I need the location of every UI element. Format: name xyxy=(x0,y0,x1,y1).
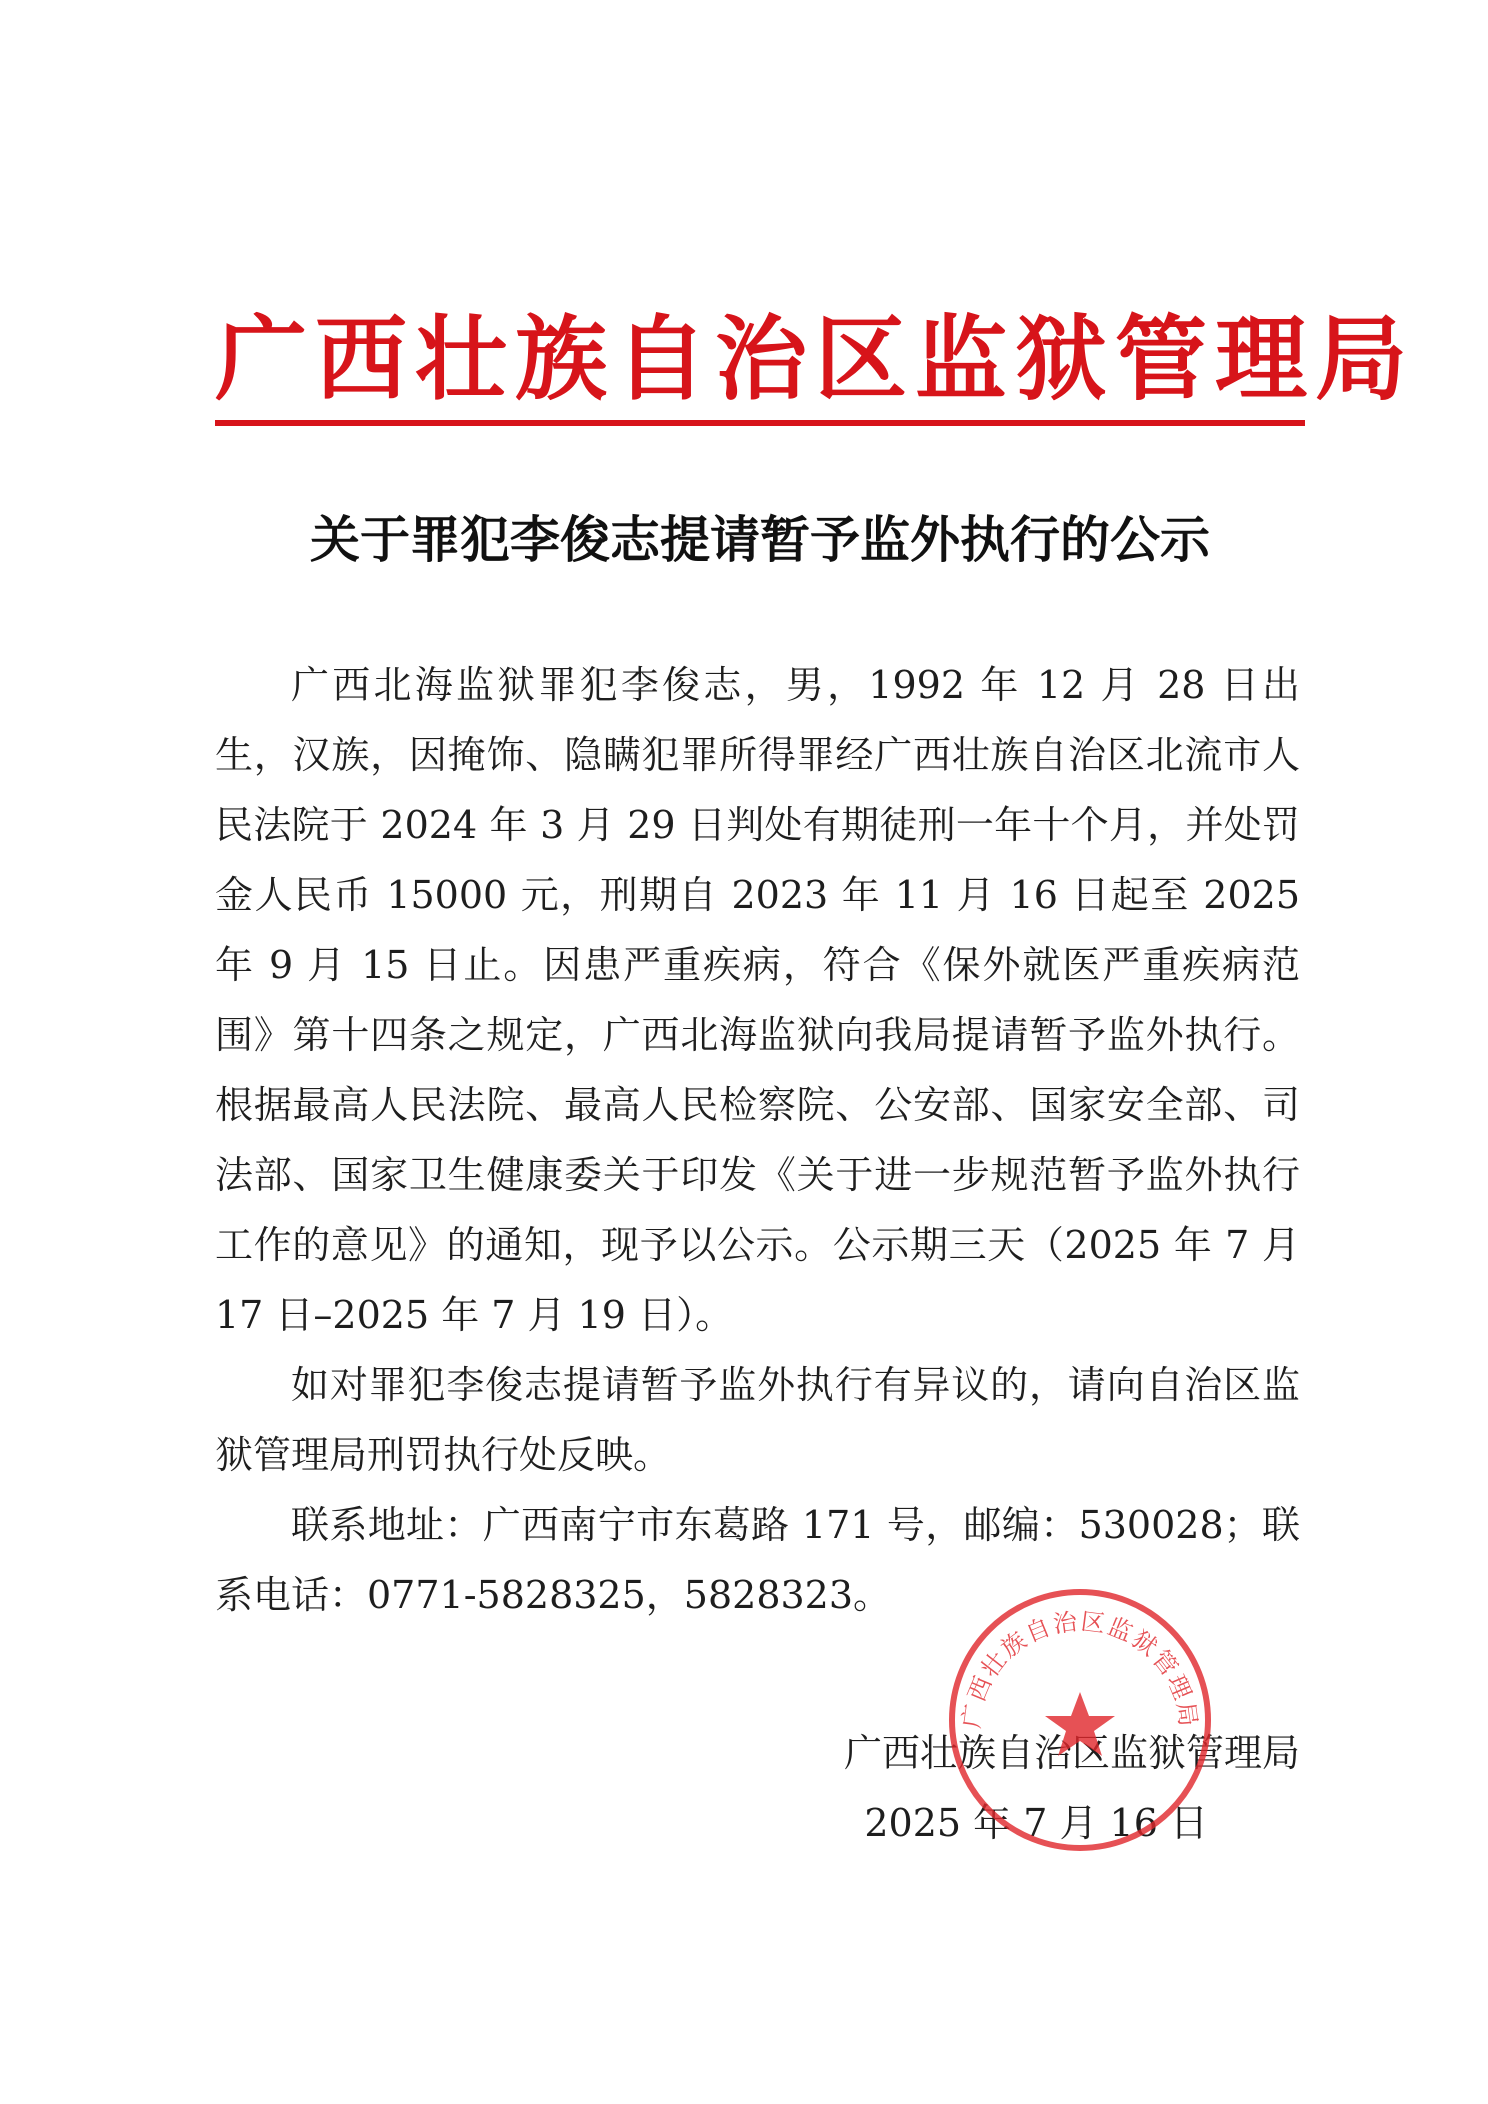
agency-name-header: 广西壮族自治区监狱管理局 xyxy=(215,306,1416,413)
official-seal xyxy=(940,1580,1220,1860)
body-paragraph-1: 广西北海监狱罪犯李俊志，男，1992 年 12 月 28 日出生，汉族，因掩饰、隐瞒犯罪所得罪经广西壮族自治区北流市人民法院于 2024 年 3 月 29 日判处有期徒刑一年十个月，并处罚金人民币 15000 元，刑期自 2023 年 11 月 16 日起至 2025 年 9 月 15 日止。因患严重疾病，符合《保外就医严重疾病范围》第十四条之规定，广西北海监狱向我局提请暂予监外执行。根据最高人民法院、最高人民检察院、公安部、国家安全部、司法部、国家卫生健康委关于印发《关于进一步规范暂予监外执行工作的意见》的通知，现予以公示。公示期三天（2025 年 7 月 17 日–2025 年 7 月 19 日）。 xyxy=(215,663,1300,1337)
signature-date: 2025 年 7 月 16 日 xyxy=(864,1801,1208,1845)
red-divider xyxy=(215,420,1305,426)
notice-title: 关于罪犯李俊志提请暂予监外执行的公示 xyxy=(310,511,1210,569)
body-paragraph-2: 如对罪犯李俊志提请暂予监外执行有异议的，请向自治区监狱管理局刑罚执行处反映。 xyxy=(215,1363,1300,1477)
body-paragraph-3: 联系地址：广西南宁市东葛路 171 号，邮编：530028；联系电话：0771-5828325，5828323。 xyxy=(215,1503,1300,1617)
seal-text: 广西壮族自治区监狱管理局 xyxy=(957,1607,1203,1730)
notice-body xyxy=(215,650,1300,1630)
signature-organization: 广西壮族自治区监狱管理局 xyxy=(843,1731,1300,1775)
star-icon xyxy=(1045,1692,1115,1756)
